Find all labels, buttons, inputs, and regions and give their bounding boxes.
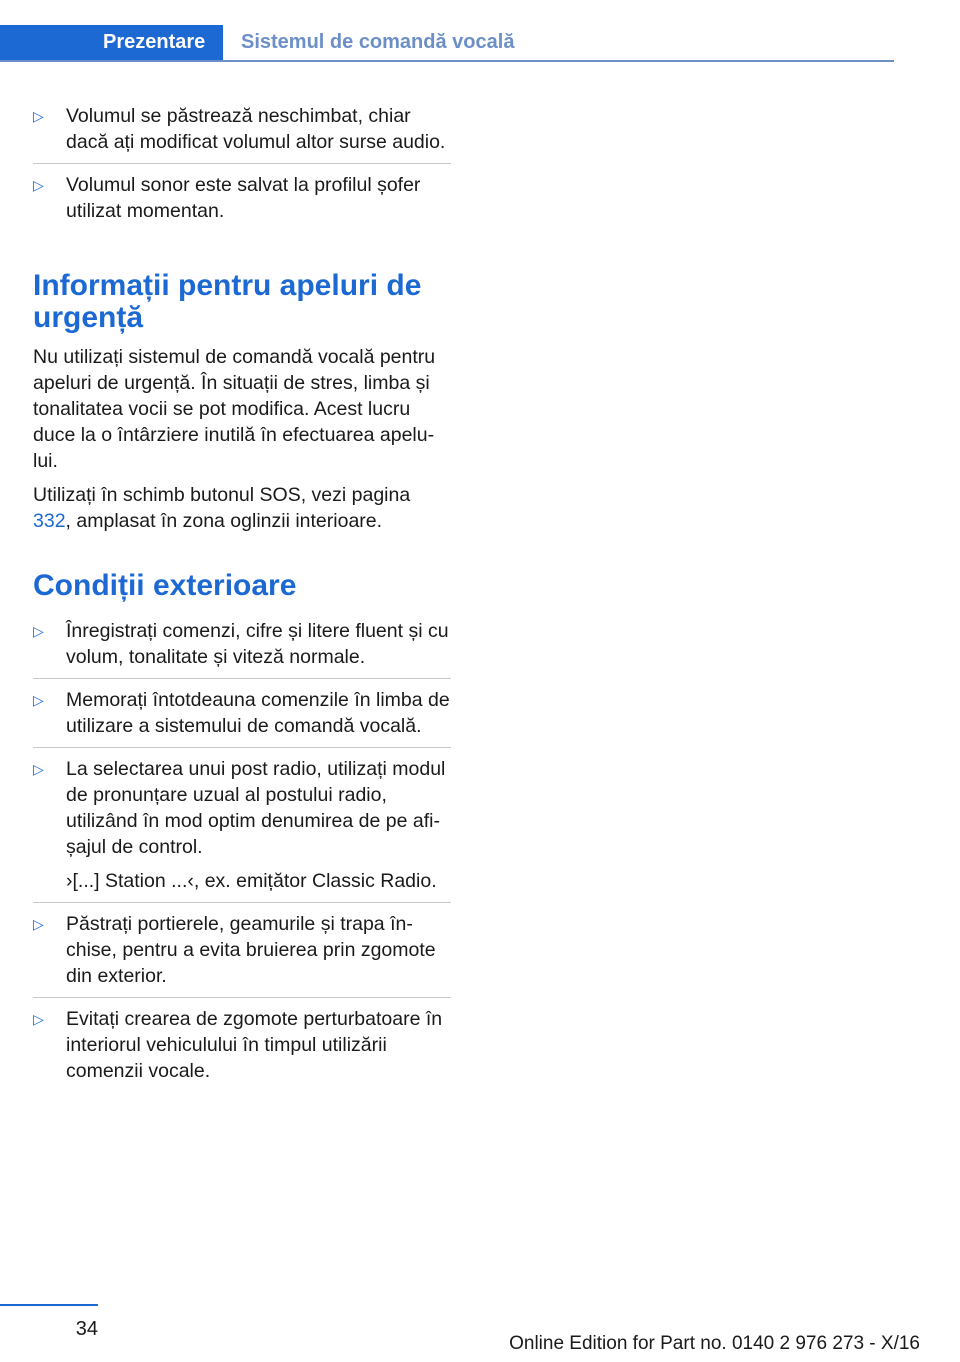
triangle-right-icon: ▷ <box>33 623 44 639</box>
list-item <box>33 687 451 748</box>
page-content <box>33 103 451 1100</box>
list-item-content <box>66 756 451 894</box>
list-item-text: Volumul sonor este salvat la profilul șofer utilizat momentan. <box>66 174 421 222</box>
list-item-text: Evitați crearea de zgomote perturbatoare în interiorul vehiculului în timpul utilizării comenzii vocale. <box>66 1008 443 1082</box>
triangle-right-icon: ▷ <box>33 108 44 124</box>
heading-conditions: Condiții exterioare <box>33 569 297 602</box>
heading-emergency: Informații pentru apeluri de urgență <box>33 269 422 334</box>
list-item-text: Înregistrați comenzi, cifre și litere fluent și cu volum, tonalitate și viteză normale. <box>66 620 449 668</box>
tab-prezentare-label: Prezentare <box>103 31 206 53</box>
list-item-text: La selectarea unui post radio, utilizați modul de pronunțare uzual al postului radio, utilizând în mod optim denumirea de pe afișajul de control. <box>66 758 446 858</box>
sos-text-before: Utilizați în schimb butonul SOS, vezi pagina <box>33 484 411 506</box>
list-item <box>33 618 451 679</box>
triangle-right-icon: ▷ <box>33 916 44 932</box>
triangle-right-icon: ▷ <box>33 761 44 777</box>
list-item <box>33 172 451 232</box>
footer-divider <box>0 1304 98 1306</box>
list-item <box>33 103 451 164</box>
page-number: 34 <box>75 1318 98 1340</box>
sos-text-after: , amplasat în zona oglinzii interioare. <box>65 510 383 532</box>
list-item-text: Volumul se păstrează neschimbat, chiar dacă ați modificat volumul altor surse audio. <box>66 105 446 153</box>
list-item <box>33 756 451 903</box>
list-item <box>33 1006 451 1092</box>
list-item <box>33 911 451 998</box>
sos-paragraph <box>33 482 451 534</box>
edition-footer: Online Edition for Part no. 0140 2 976 273 - X/16 <box>509 1333 920 1354</box>
triangle-right-icon: ▷ <box>33 1011 44 1027</box>
list-item-text: Memorați întotdeauna comenzile în limba de utilizare a sistemului de comandă vocală. <box>66 689 450 737</box>
section-title[interactable] <box>241 31 514 54</box>
triangle-right-icon: ▷ <box>33 177 44 193</box>
page-link[interactable]: 332 <box>33 510 66 532</box>
radio-example: ›[...] Station ...‹, ex. emițător Classic Radio. <box>66 870 437 892</box>
header-divider <box>0 60 894 62</box>
emergency-paragraph: Nu utilizați sistemul de comandă vocală pentru apeluri de urgență. În situații de stres, limba și tonalitatea vocii se pot modifica. Acest lucru duce la o întârziere inutilă în efectuarea apelului. <box>33 346 436 472</box>
tab-prezentare[interactable] <box>0 25 223 62</box>
triangle-right-icon: ▷ <box>33 692 44 708</box>
list-item-text: Păstrați portierele, geamurile și trapa închise, pentru a evita bruierea prin zgomote din exterior. <box>66 913 436 987</box>
section-title-label: Sistemul de comandă vocală <box>241 31 515 53</box>
